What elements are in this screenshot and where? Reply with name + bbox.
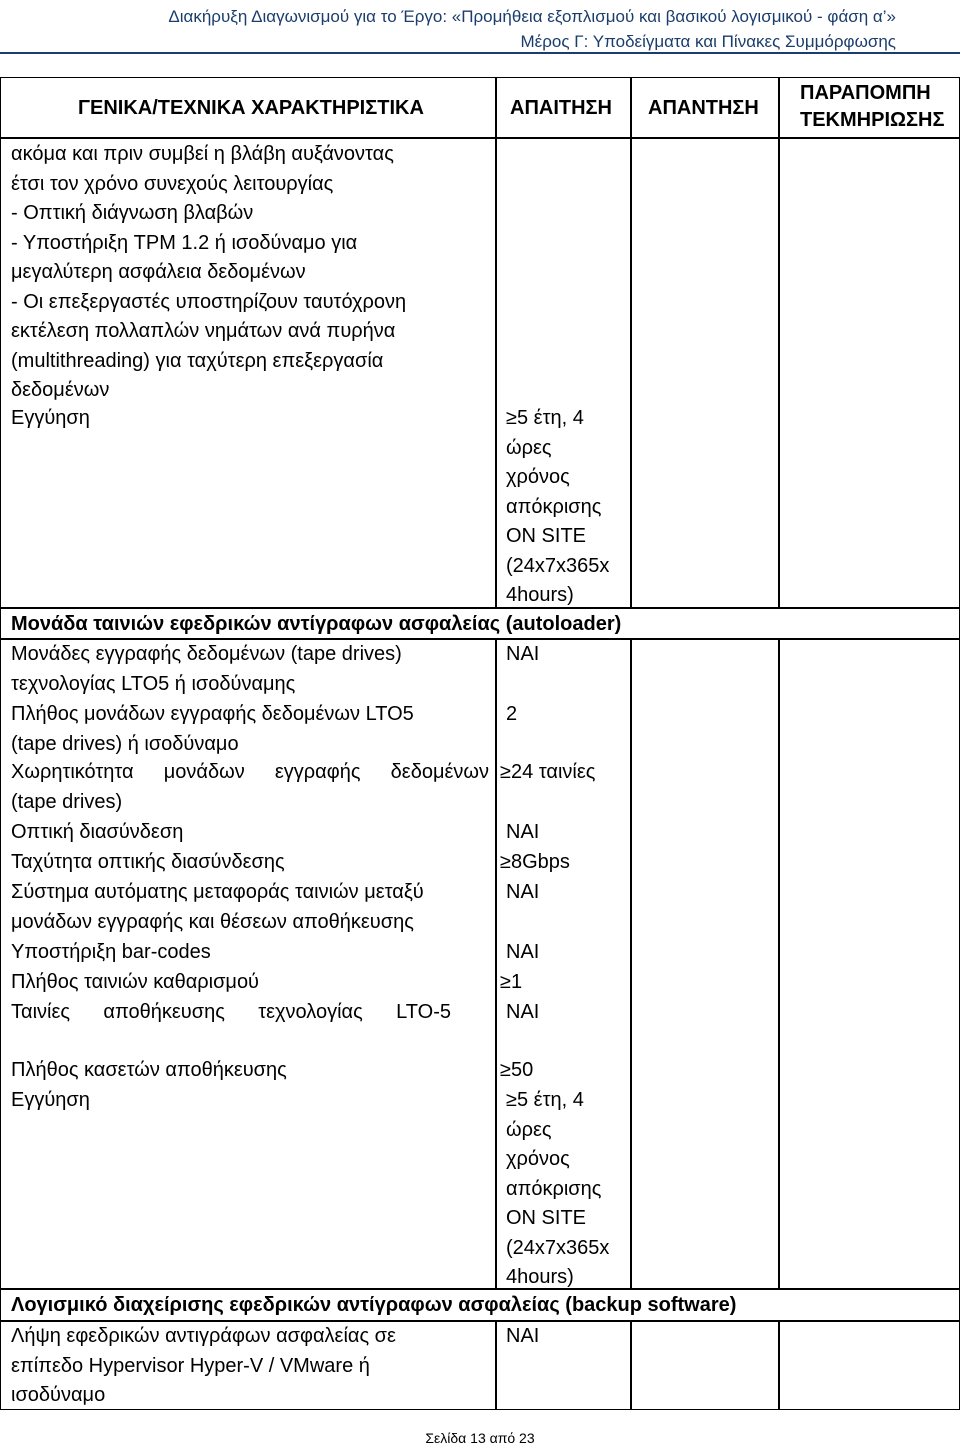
- text-line: Πλήθος μονάδων εγγραφής δεδομένων LTO5: [11, 703, 414, 725]
- row-backup-req: ΝΑΙ: [506, 1325, 540, 1347]
- text-line: δεδομένων: [11, 379, 110, 401]
- warranty-requirement-2: [506, 1086, 609, 1293]
- row-backup-label: [11, 1322, 396, 1411]
- text-line: Σύστημα αυτόματης μεταφοράς ταινιών μεταξύ: [11, 881, 424, 903]
- col-divider-req-middle: [495, 638, 497, 1288]
- row-optical-speed-label: Ταχύτητα οπτικής διασύνδεσης: [11, 851, 285, 873]
- row-cleaning-req: ≥1: [500, 971, 523, 993]
- col-divider-ans-upper: [630, 77, 632, 607]
- col-header-requirement: ΑΠΑΙΤΗΣΗ: [510, 97, 612, 119]
- text-line: 4hours): [506, 584, 574, 606]
- warranty-requirement-1: [506, 404, 609, 611]
- text-line: ώρες: [506, 436, 552, 459]
- section-title-autoloader: Μονάδα ταινιών εφεδρικών αντίγραφων ασφαλείας (autoloader): [11, 613, 622, 635]
- intro-features-text: [11, 140, 406, 406]
- text-line: τεχνολογίας LTO5 ή ισοδύναμης: [11, 672, 296, 695]
- col-divider-ref-middle: [778, 638, 780, 1288]
- text-line: Μονάδες εγγραφής δεδομένων (tape drives): [11, 643, 402, 665]
- row-capacity-req: ≥24 ταινίες: [500, 761, 596, 783]
- col-header-reference-line1: ΠΑΡΑΠΟΜΠΗ: [800, 82, 931, 104]
- header-title: Διακήρυξη Διαγωνισμού για το Έργο: «Προμήθεια εξοπλισμού και βασικού λογισμικού - φάση α’»: [168, 7, 896, 26]
- text-line: (24x7x365x: [506, 1236, 610, 1259]
- text-line: Ταινίες αποθήκευσης τεχνολογίας LTO-5: [11, 1001, 451, 1023]
- text-line: ≥5 έτη, 4: [506, 407, 584, 429]
- warranty-label-1: Εγγύηση: [11, 407, 90, 429]
- row-optical-req: ΝΑΙ: [506, 821, 540, 843]
- col-header-reference-line2: ΤΕΚΜΗΡΙΩΣΗΣ: [800, 109, 945, 131]
- row-cleaning-label: Πλήθος ταινιών καθαρισμού: [11, 971, 259, 993]
- text-line: ακόμα και πριν συμβεί η βλάβη αυξάνοντας: [11, 143, 394, 165]
- text-line: έτσι τον χρόνο συνεχούς λειτουργίας: [11, 172, 334, 195]
- text-line: - Οπτική διάγνωση βλαβών: [11, 202, 254, 224]
- row-tape-drives-label: [11, 640, 402, 699]
- text-line: επίπεδο Hypervisor Hyper-V / VMware ή: [11, 1354, 370, 1377]
- col-header-answer: ΑΠΑΝΤΗΣΗ: [648, 97, 759, 119]
- text-line: ισοδύναμο: [11, 1384, 106, 1406]
- header-divider: [0, 52, 960, 54]
- col-header-reference: [800, 80, 944, 134]
- text-line: εκτέλεση πολλαπλών νημάτων ανά πυρήνα: [11, 320, 396, 342]
- col-divider-ref-upper: [778, 77, 780, 607]
- row-tape-transfer-label: [11, 878, 424, 937]
- row-optical-speed-req: ≥8Gbps: [500, 851, 570, 873]
- text-line: ON SITE: [506, 525, 587, 547]
- text-line: χρόνος: [506, 466, 570, 488]
- section-title-backup: Λογισμικό διαχείρισης εφεδρικών αντίγραφων ασφαλείας (backup software): [11, 1294, 737, 1316]
- col-divider-ref-lower: [778, 1320, 780, 1410]
- text-line: 4hours): [506, 1266, 574, 1288]
- row-cassettes-req: ≥50: [500, 1059, 534, 1081]
- text-line: ώρες: [506, 1118, 552, 1141]
- text-line: Λήψη εφεδρικών αντιγράφων ασφαλείας σε: [11, 1325, 396, 1347]
- text-line: Χωρητικότητα μονάδων εγγραφής δεδομένων: [11, 761, 489, 783]
- row-lto5-tapes-label: [11, 998, 451, 1028]
- text-line: ON SITE: [506, 1207, 587, 1229]
- text-line: (multithreading) για ταχύτερη επεξεργασία: [11, 349, 384, 372]
- text-line: μονάδων εγγραφής και θέσεων αποθήκευσης: [11, 910, 414, 933]
- row-drive-count-label: [11, 700, 414, 759]
- document-header: [168, 4, 896, 54]
- text-line: - Υποστήριξη TPM 1.2 ή ισοδύναμο για: [11, 231, 358, 254]
- text-line: απόκρισης: [506, 1177, 602, 1200]
- row-barcode-req: ΝΑΙ: [506, 941, 540, 963]
- header-row-divider: [0, 137, 960, 139]
- row-capacity-label: [11, 758, 489, 817]
- text-line: μεγαλύτερη ασφάλεια δεδομένων: [11, 261, 306, 283]
- col-divider-ans-middle: [630, 638, 632, 1288]
- col-divider-ans-lower: [630, 1320, 632, 1410]
- text-line: χρόνος: [506, 1148, 570, 1170]
- row-lto5-tapes-req: ΝΑΙ: [506, 1001, 540, 1023]
- text-line: (24x7x365x: [506, 554, 610, 577]
- text-line: - Οι επεξεργαστές υποστηρίζουν ταυτόχρονη: [11, 290, 407, 313]
- section-divider-top-2: [0, 1288, 960, 1290]
- row-drive-count-req: 2: [506, 703, 518, 725]
- text-line: ≥5 έτη, 4: [506, 1089, 584, 1111]
- row-tape-drives-req: ΝΑΙ: [506, 643, 540, 665]
- text-line: (tape drives) ή ισοδύναμο: [11, 732, 239, 755]
- row-optical-label: Οπτική διασύνδεση: [11, 821, 184, 843]
- col-divider-req-upper: [495, 77, 497, 607]
- warranty-label-2: Εγγύηση: [11, 1089, 90, 1111]
- row-cassettes-label: Πλήθος κασετών αποθήκευσης: [11, 1059, 287, 1081]
- section-divider-top-1: [0, 607, 960, 609]
- col-divider-req-lower: [495, 1320, 497, 1410]
- row-barcode-label: Υποστήριξη bar-codes: [11, 941, 211, 963]
- text-line: (tape drives): [11, 790, 123, 813]
- header-subtitle: Μέρος Γ: Υποδείγματα και Πίνακες Συμμόρφωσης: [520, 32, 896, 51]
- row-tape-transfer-req: ΝΑΙ: [506, 881, 540, 903]
- col-header-characteristics: ΓΕΝΙΚΑ/ΤΕΧΝΙΚΑ ΧΑΡΑΚΤΗΡΙΣΤΙΚΑ: [78, 97, 424, 119]
- page-number: Σελίδα 13 από 23: [425, 1430, 535, 1446]
- text-line: απόκρισης: [506, 495, 602, 518]
